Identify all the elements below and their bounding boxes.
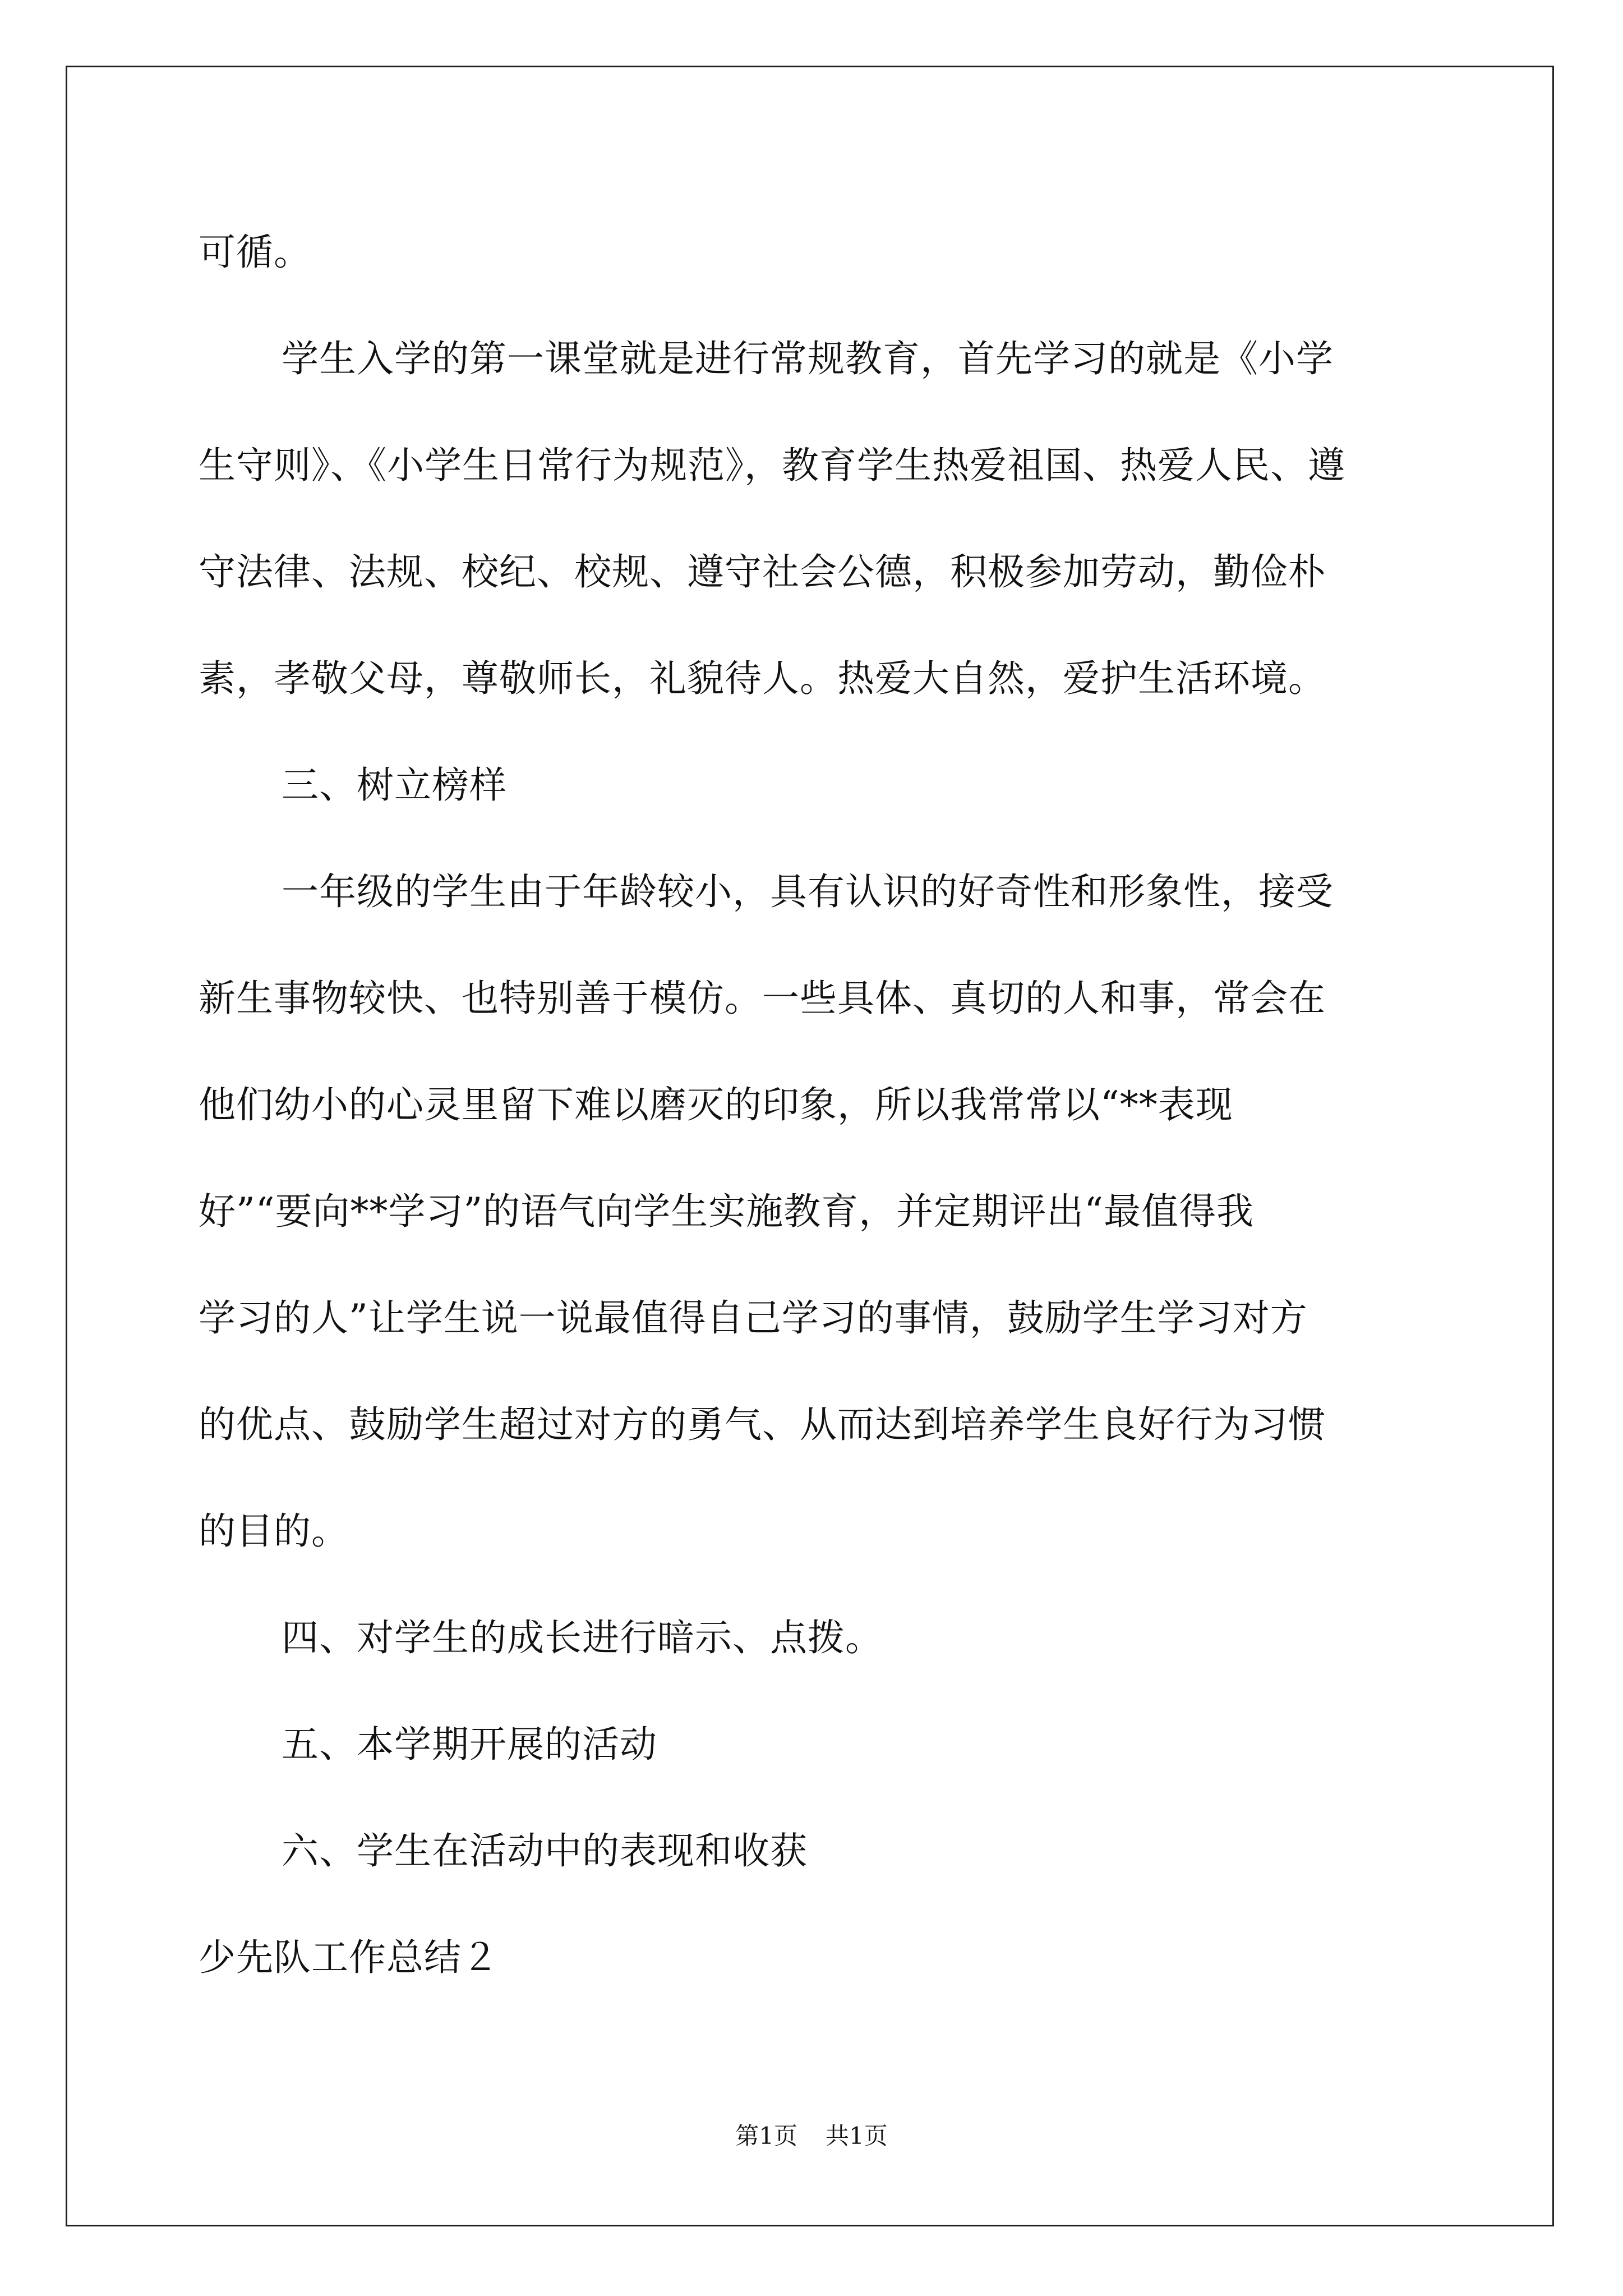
text-line: 守法律、法规、校纪、校规、遵守社会公德，积极参加劳动，勤俭朴 bbox=[199, 550, 1326, 593]
text-line: 生守则》、《小学生日常行为规范》，教育学生热爱祖国、热爱人民、遵 bbox=[199, 444, 1345, 487]
section-heading: 三、树立榜样 bbox=[282, 763, 507, 807]
text-line: 的优点、鼓励学生超过对方的勇气、从而达到培养学生良好行为习惯 bbox=[199, 1403, 1326, 1446]
text-line: 可循。 bbox=[199, 231, 311, 274]
section-heading: 五、本学期开展的活动 bbox=[282, 1723, 657, 1766]
document-title: 少先队工作总结２ bbox=[199, 1936, 499, 1979]
text-line: 学生入学的第一课堂就是进行常规教育，首先学习的就是《小学 bbox=[282, 337, 1334, 380]
page-number-current: 第1页 bbox=[735, 2122, 797, 2150]
section-heading: 六、学生在活动中的表现和收获 bbox=[282, 1829, 808, 1872]
text-line: 好”“要向**学习”的语气向学生实施教育，并定期评出“最值得我 bbox=[199, 1190, 1254, 1233]
text-line: 的目的。 bbox=[199, 1510, 349, 1553]
document-body bbox=[199, 199, 1427, 2011]
text-line: 一年级的学生由于年龄较小，具有认识的好奇性和形象性，接受 bbox=[282, 870, 1334, 913]
section-heading: 四、对学生的成长进行暗示、点拨。 bbox=[282, 1616, 883, 1659]
page-number-total: 共1页 bbox=[826, 2122, 888, 2150]
text-line: 素，孝敬父母，尊敬师长，礼貌待人。热爱大自然，爱护生活环境。 bbox=[199, 657, 1326, 700]
text-line: 新生事物较快、也特别善于模仿。一些具体、真切的人和事，常会在 bbox=[199, 977, 1326, 1020]
text-line: 他们幼小的心灵里留下难以磨灭的印象，所以我常常以“**表现 bbox=[199, 1083, 1233, 1126]
page-footer bbox=[0, 2119, 1623, 2153]
text-line: 学习的人”让学生说一说最值得自己学习的事情，鼓励学生学习对方 bbox=[199, 1296, 1308, 1340]
